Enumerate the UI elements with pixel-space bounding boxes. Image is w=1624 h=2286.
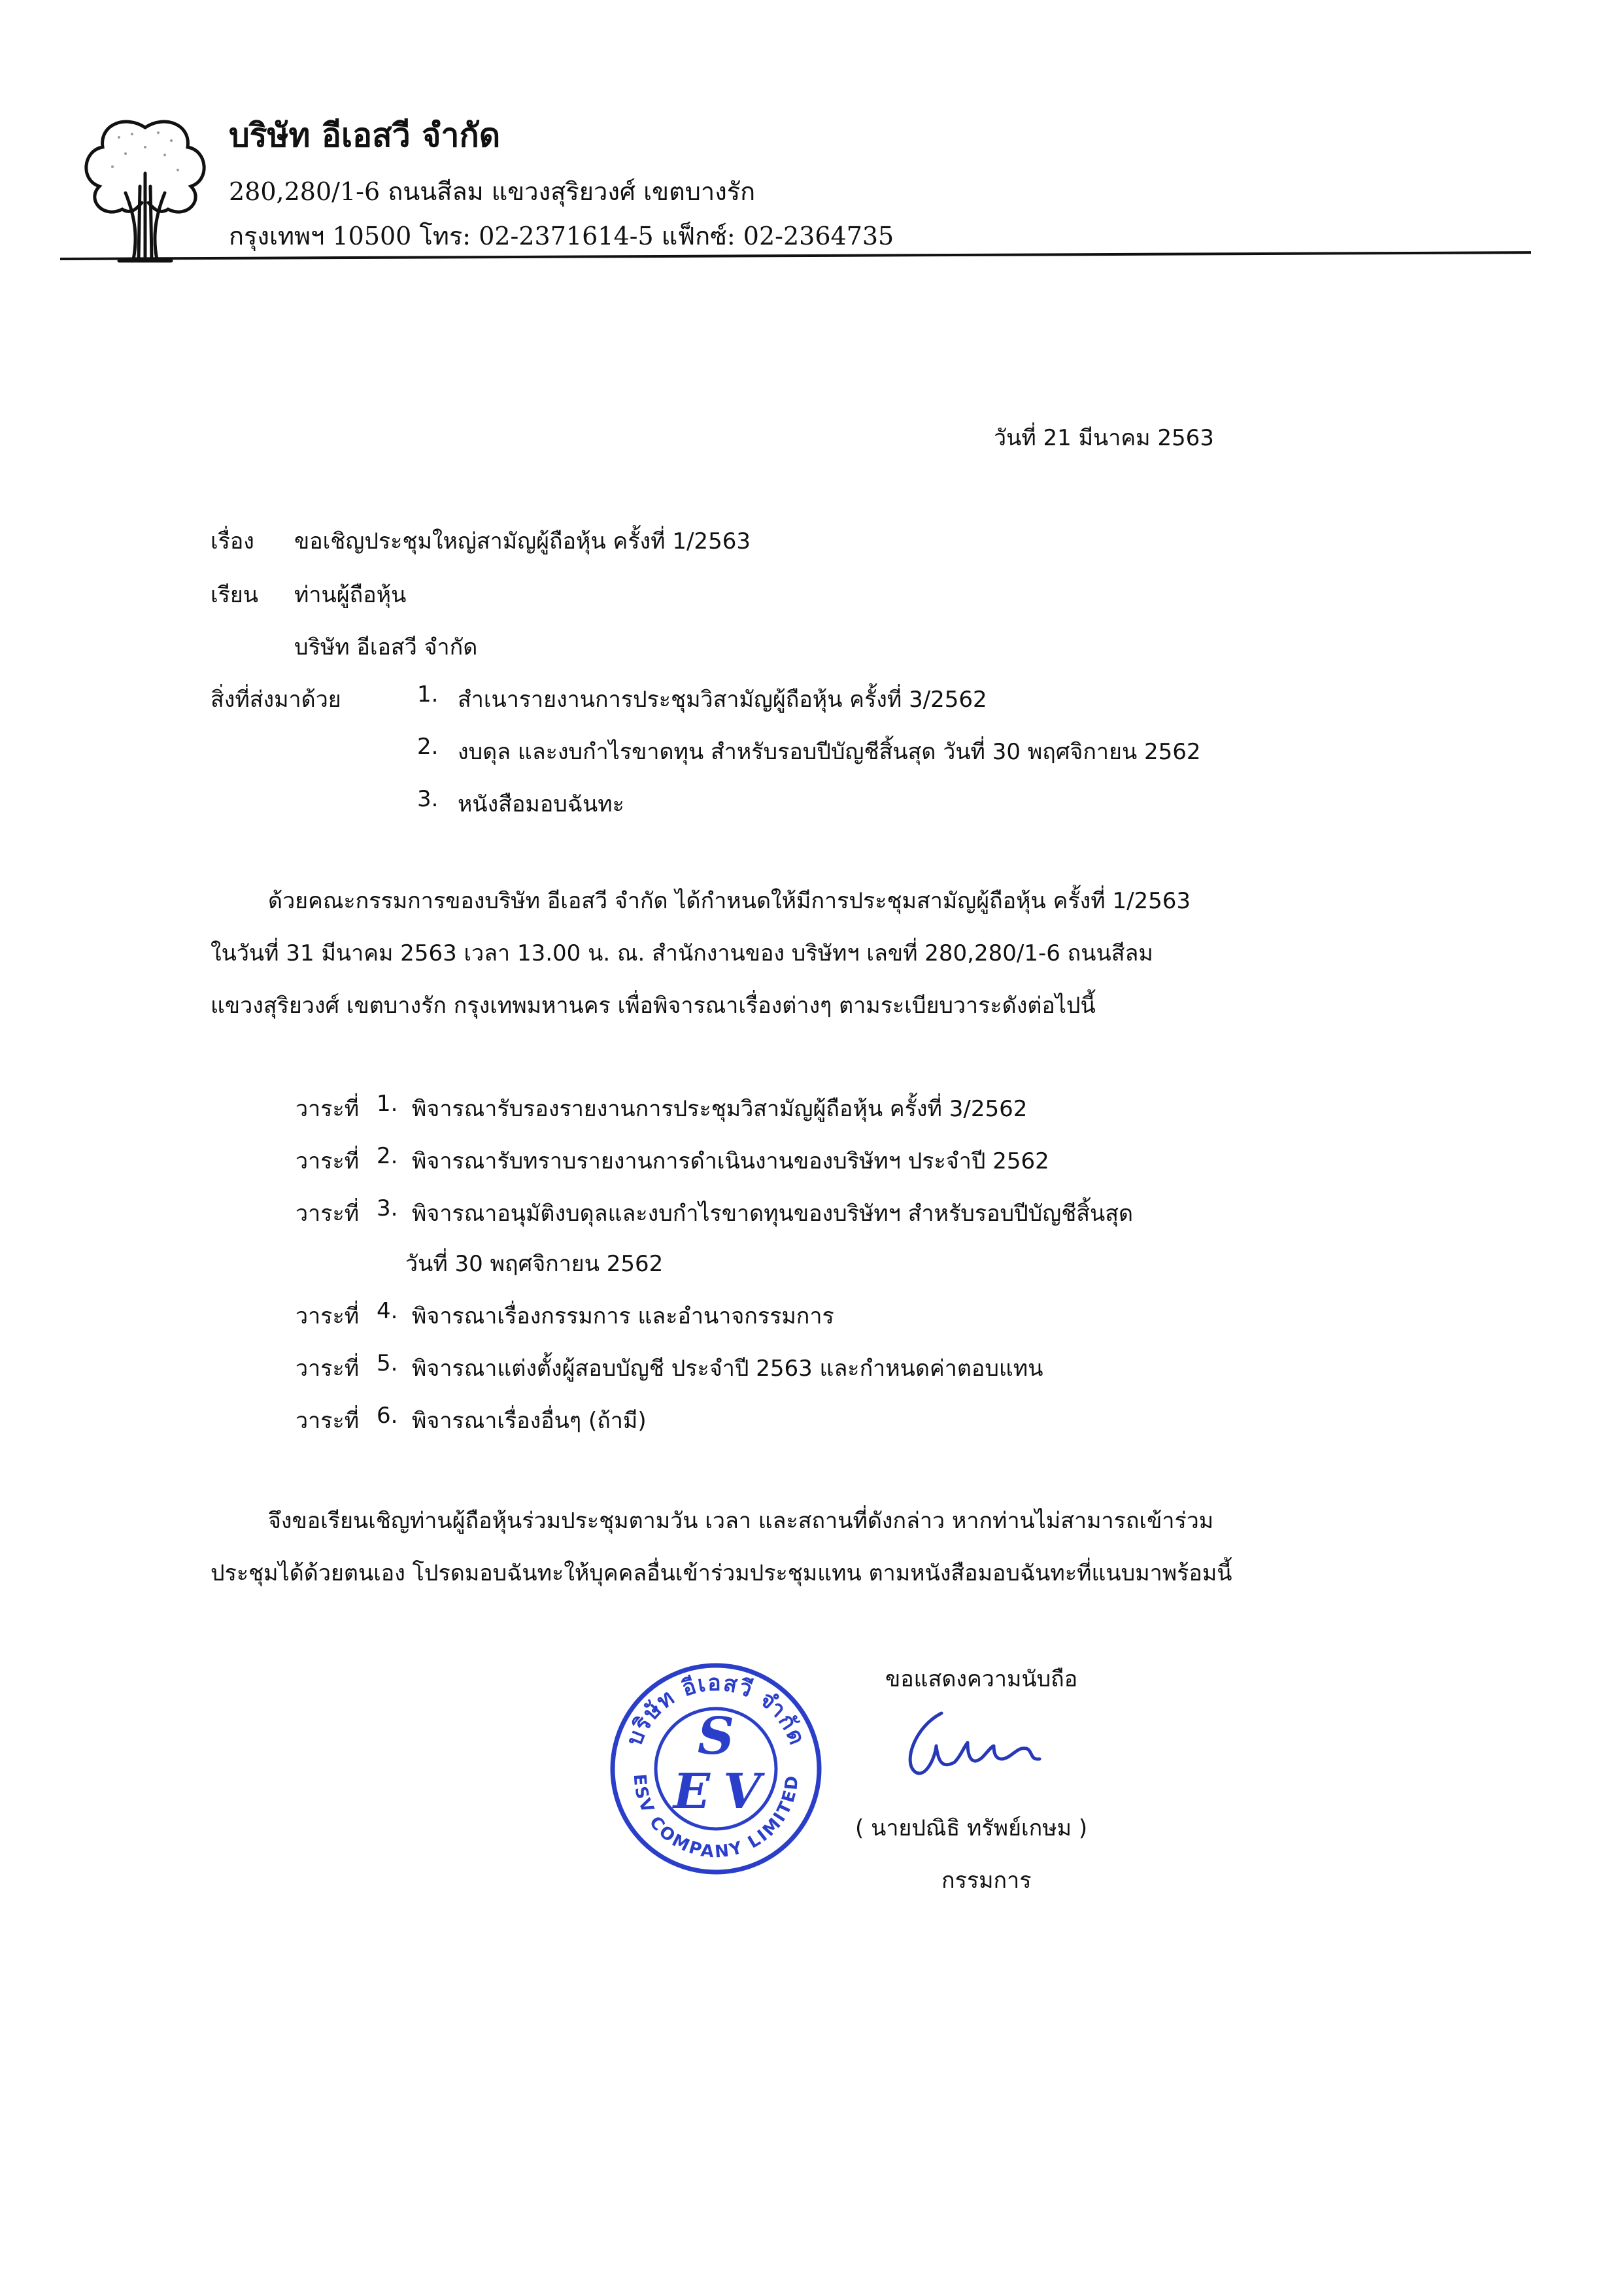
agenda-item: พิจารณาเรื่องอื่นๆ (ถ้ามี): [412, 1408, 647, 1434]
agenda-item: พิจารณาเรื่องกรรมการ และอำนาจกรรมการ: [412, 1303, 834, 1329]
seal-monogram-letter: E: [673, 1764, 711, 1820]
agenda-number: 3.: [377, 1195, 398, 1221]
paragraph-line: จึงขอเรียนเชิญท่านผู้ถือหุ้นร่วมประชุมตามวัน เวลา และสถานที่ดังกล่าว หากท่านไม่สามารถเข้าร่วม: [268, 1508, 1214, 1534]
agenda-number: 2.: [377, 1143, 398, 1169]
subject-text: ขอเชิญประชุมใหญ่สามัญผู้ถือหุ้น ครั้งที่ 1/2563: [294, 528, 751, 554]
subject-label: เรื่อง: [211, 528, 254, 554]
recipient-label: เรียน: [211, 582, 259, 608]
agenda-item: พิจารณาแต่งตั้งผู้สอบบัญชี ประจำปี 2563 และกำหนดค่าตอบแทน: [412, 1356, 1043, 1382]
paragraph-line: ประชุมได้ด้วยตนเอง โปรดมอบฉันทะให้บุคคลอื่นเข้าร่วมประชุมแทน ตามหนังสือมอบฉันทะที่แนบมาพร้อมนี้: [211, 1560, 1232, 1586]
agenda-item: พิจารณารับรองรายงานการประชุมวิสามัญผู้ถือหุ้น ครั้งที่ 3/2562: [412, 1096, 1028, 1122]
agenda-item: พิจารณารับทราบรายงานการดำเนินงานของบริษัทฯ ประจำปี 2562: [412, 1148, 1049, 1174]
enclosure-item: งบดุล และงบกำไรขาดทุน สำหรับรอบปีบัญชีสิ้นสุด วันที่ 30 พฤศจิกายน 2562: [458, 739, 1201, 765]
seal-top-text: บริษัท อีเอสวี จำกัด: [621, 1669, 811, 1750]
agenda-number: 6.: [377, 1403, 398, 1429]
company-seal-icon: [608, 1661, 824, 1877]
agenda-number: 1.: [377, 1091, 398, 1117]
enclosure-number: 2.: [417, 734, 439, 760]
letter-date: วันที่ 21 มีนาคม 2563: [994, 425, 1214, 451]
enclosure-number: 1.: [417, 681, 439, 708]
seal-monogram-letter: V: [723, 1764, 761, 1820]
agenda-number: 5.: [377, 1350, 398, 1376]
agenda-item-continuation: วันที่ 30 พฤศจิกายน 2562: [405, 1251, 664, 1277]
signer-name: ( นายปณิธิ ทรัพย์เกษม ): [855, 1815, 1088, 1841]
recipient-text: ท่านผู้ถือหุ้น: [294, 582, 407, 608]
seal-monogram-letter: S: [697, 1707, 735, 1766]
agenda-label: วาระที่: [296, 1096, 360, 1122]
signer-title: กรรมการ: [941, 1868, 1032, 1894]
tree-logo-icon: [73, 108, 217, 265]
agenda-label: วาระที่: [296, 1303, 360, 1329]
agenda-number: 4.: [377, 1298, 398, 1324]
enclosure-item: หนังสือมอบฉันทะ: [458, 791, 624, 817]
handwritten-signature-icon: [896, 1700, 1072, 1785]
agenda-label: วาระที่: [296, 1356, 360, 1382]
company-name: บริษัท อีเอสวี จำกัด: [229, 116, 501, 154]
enclosures-label: สิ่งที่ส่งมาด้วย: [211, 687, 341, 713]
agenda-item: พิจารณาอนุมัติงบดุลและงบกำไรขาดทุนของบริษัทฯ สำหรับรอบปีบัญชีสิ้นสุด: [412, 1201, 1134, 1227]
company-address-line2: กรุงเทพฯ 10500 โทร: 02-2371614-5 แฟ็กซ์: 02-2364735: [229, 222, 894, 250]
paragraph-line: ด้วยคณะกรรมการของบริษัท อีเอสวี จำกัด ได้กำหนดให้มีการประชุมสามัญผู้ถือหุ้น ครั้งที่ 1/2563: [268, 888, 1191, 914]
closing-salutation: ขอแสดงความนับถือ: [885, 1666, 1078, 1692]
seal-bottom-text: ESV COMPANY LIMITED: [629, 1773, 803, 1862]
agenda-label: วาระที่: [296, 1148, 360, 1174]
enclosure-item: สำเนารายงานการประชุมวิสามัญผู้ถือหุ้น ครั้งที่ 3/2562: [458, 687, 987, 713]
enclosure-number: 3.: [417, 786, 439, 812]
company-address-line1: 280,280/1-6 ถนนสีลม แขวงสุริยวงศ์ เขตบางรัก: [229, 177, 756, 206]
recipient-company: บริษัท อีเอสวี จำกัด: [294, 634, 478, 660]
paragraph-line: ในวันที่ 31 มีนาคม 2563 เวลา 13.00 น. ณ. สำนักงานของ บริษัทฯ เลขที่ 280,280/1-6 ถนนสีลม: [211, 940, 1153, 966]
agenda-label: วาระที่: [296, 1201, 360, 1227]
agenda-label: วาระที่: [296, 1408, 360, 1434]
svg-text:ESV COMPANY LIMITED: [630, 1773, 803, 1862]
paragraph-line: แขวงสุริยวงศ์ เขตบางรัก กรุงเทพมหานคร เพื่อพิจารณาเรื่องต่างๆ ตามระเบียบวาระดังต่อไปนี้: [211, 993, 1096, 1019]
